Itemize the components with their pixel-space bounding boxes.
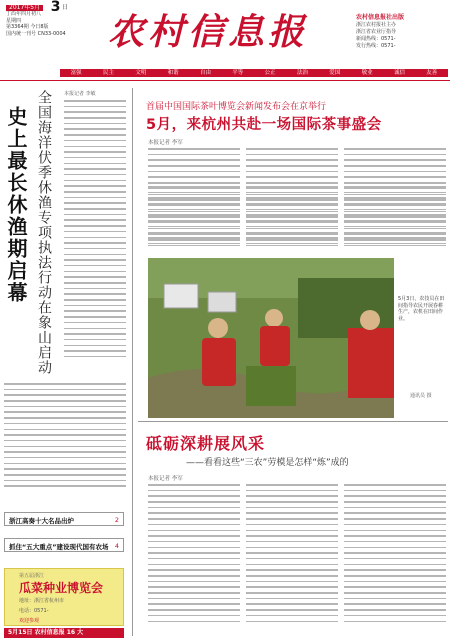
story-separator (138, 421, 448, 422)
page-label: 日 (62, 3, 69, 11)
photo-credit: 通讯员 摄 (410, 393, 432, 399)
column-divider (132, 88, 133, 636)
slogan: 自由 (199, 70, 211, 76)
lead-byline: 本报记者 李军 (148, 140, 183, 146)
second-body-col-3 (344, 484, 446, 626)
issue-meta-1: 丁酉年四月初八 (6, 11, 42, 18)
page-number: 3 (50, 0, 61, 15)
left-story-continued (0, 383, 128, 503)
core-values-bar (60, 69, 448, 77)
publisher-line-3: 新闻热线：0571- (356, 36, 396, 42)
lead-body-col-2b (246, 186, 338, 249)
ad-line-4: 电话：0571- (19, 608, 49, 614)
promo-box-2-text: 抓住“五大重点”建设现代国有农场 (9, 543, 109, 551)
ad-line-5: 欢迎参观 (19, 618, 40, 624)
lead-body-col-1b (148, 186, 240, 249)
ad-line-1: 第五届浙江 (19, 573, 45, 579)
advertisement[interactable] (4, 568, 124, 626)
lead-headline: 5月，来杭州共赴一场国际茶事盛会 (146, 117, 382, 133)
left-story-subtitle: 全国海洋伏季休渔专项执法行动在象山启动 (36, 90, 52, 375)
issue-meta-4: 国内统一刊号 CN33-0004 (6, 30, 66, 37)
left-story-body (64, 100, 126, 362)
second-body-col-2 (246, 484, 338, 626)
issue-info (6, 0, 82, 37)
slogan: 和谐 (167, 70, 179, 76)
slogan: 公正 (264, 70, 276, 76)
slogan: 法治 (296, 70, 308, 76)
slogan: 富强 (70, 70, 82, 76)
publisher-line-4: 发行热线：0571- (356, 43, 396, 49)
masthead (0, 0, 450, 78)
second-headline: 砥砺深耕展风采 (146, 434, 266, 453)
slogan: 平等 (232, 70, 244, 76)
promo-box-2-page: 4 (114, 542, 119, 550)
slogan: 爱国 (329, 70, 341, 76)
promo-box-1-text: 浙江高奏十大名品出炉 (9, 517, 74, 525)
publisher-line-2: 浙江省农业厅指导 (356, 29, 397, 35)
slogan: 友善 (426, 70, 438, 76)
masthead-divider (0, 80, 450, 81)
issue-meta-2: 星期四 (6, 17, 22, 24)
news-photo (148, 258, 394, 418)
publisher-info (356, 14, 448, 50)
slogan: 文明 (135, 70, 147, 76)
left-story-byline: 本报记者 李敏 (64, 91, 96, 97)
issue-meta-3: 第3364期 今日8版 (6, 24, 49, 31)
second-byline: 本报记者 李军 (148, 476, 183, 482)
ad-headline: 瓜菜种业博览会 (19, 581, 104, 595)
slogan: 诚信 (393, 70, 405, 76)
second-body-col-1 (148, 484, 240, 626)
newspaper-title: 农村信息报 (108, 11, 309, 53)
promo-box-1[interactable] (4, 512, 124, 526)
publisher-brand: 农村信息报社出版 (356, 14, 405, 21)
left-story-title: 史上最长休渔期启幕 (4, 106, 28, 304)
lead-kicker: 首届中国国际茶叶博览会新闻发布会在京举行 (146, 102, 327, 112)
slogan: 民主 (102, 70, 114, 76)
publisher-line-1: 浙江农村报社主办 (356, 22, 397, 28)
promo-box-2[interactable] (4, 538, 124, 552)
ad-line-3: 地址：浙江省杭州市 (19, 598, 65, 604)
left-story (0, 88, 128, 383)
bottom-banner: 5月15日 农村信息报 16 大 (4, 628, 124, 638)
issue-date: 2017年5月 (6, 5, 43, 12)
photo-caption: 5月3日，农技员在田间指导农民开展春耕生产，农机在田间作业。 (398, 296, 445, 322)
promo-box-1-page: 2 (114, 516, 119, 524)
slogan: 敬业 (361, 70, 373, 76)
second-subtitle: ——看看这些“三农”劳模是怎样“炼”成的 (186, 458, 349, 468)
lead-body-col-3b (344, 186, 446, 249)
